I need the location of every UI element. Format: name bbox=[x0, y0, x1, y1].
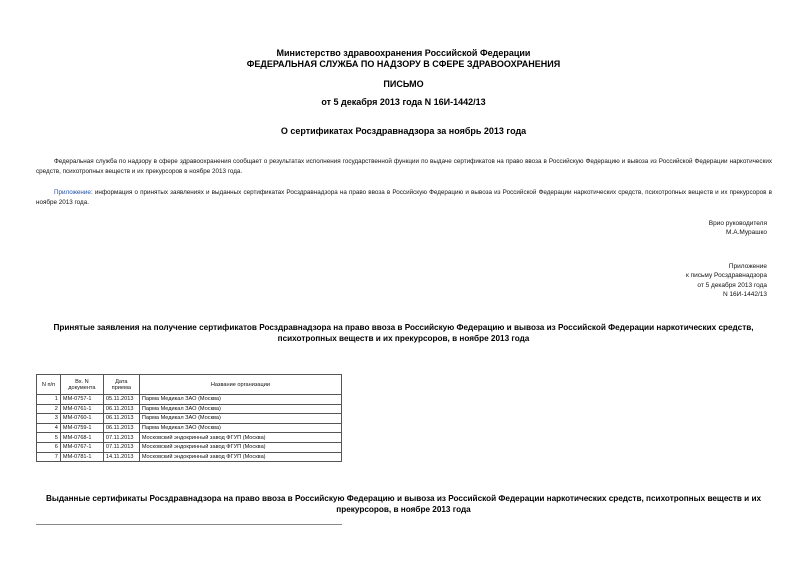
appendix-ref-line3: от 5 декабря 2013 года bbox=[697, 281, 767, 289]
cell-incoming-number: ММ-0760-1 bbox=[60, 414, 103, 424]
column-header-date: Дата приема bbox=[103, 375, 139, 395]
appendix-ref-line4: N 16И-1442/13 bbox=[722, 291, 767, 299]
cell-number: 7 bbox=[37, 452, 61, 462]
appendix-reference bbox=[467, 262, 767, 300]
cell-organization: Парма Медикал ЗАО (Москва) bbox=[139, 395, 341, 405]
table-row bbox=[37, 433, 342, 443]
cell-incoming-number: ММ-0768-1 bbox=[60, 433, 103, 443]
cell-organization: Московский эндокринный завод ФГУП (Москва) bbox=[139, 442, 341, 452]
cell-number: 4 bbox=[37, 423, 61, 433]
cell-organization: Парма Медикал ЗАО (Москва) bbox=[139, 404, 341, 414]
cell-number: 5 bbox=[37, 433, 61, 443]
cell-incoming-number: ММ-0757-1 bbox=[60, 395, 103, 405]
table-row bbox=[37, 442, 342, 452]
table-header-row bbox=[37, 375, 342, 395]
cell-date: 06.11.2013 bbox=[103, 423, 139, 433]
table-row bbox=[37, 423, 342, 433]
cell-date: 06.11.2013 bbox=[103, 404, 139, 414]
cell-incoming-number: ММ-0759-1 bbox=[60, 423, 103, 433]
cell-date: 07.11.2013 bbox=[103, 442, 139, 452]
cell-incoming-number: ММ-0767-1 bbox=[60, 442, 103, 452]
cell-number: 3 bbox=[37, 414, 61, 424]
applications-table bbox=[36, 374, 342, 462]
body-paragraph-1: Федеральная служба по надзору в сфере здравоохранения сообщает о результатах исполнения государственной функции по выдаче сертификатов на право ввоза в Российскую Федерацию и вывоза из Российской Федерации наркотических средств, психотропных веществ и их прекурсоров в ноябре 2013 года. bbox=[36, 158, 772, 175]
cell-incoming-number: ММ-0781-1 bbox=[60, 452, 103, 462]
cell-organization: Московский эндокринный завод ФГУП (Москва) bbox=[139, 433, 341, 443]
signer-name: М.А.Мурашко bbox=[725, 229, 767, 237]
signer-position: Врио руководителя bbox=[708, 220, 767, 227]
document-type: ПИСЬМО bbox=[383, 79, 424, 89]
cell-organization: Парма Медикал ЗАО (Москва) bbox=[139, 414, 341, 424]
cell-date: 06.11.2013 bbox=[103, 414, 139, 424]
table-row bbox=[37, 452, 342, 462]
appendix-link[interactable]: Приложение bbox=[54, 189, 91, 196]
appendix-ref-line2: к письму Росздравнадзора bbox=[685, 272, 767, 280]
cell-date: 07.11.2013 bbox=[103, 433, 139, 443]
cell-number: 2 bbox=[37, 404, 61, 414]
section-title-applications: Принятые заявления на получение сертификатов Росздравнадзора на право ввоза в Российскую Федерацию и вывоза из Российской Федерации наркотических средств, психотропных веществ и их прекурсоров, в ноябре 2013 года bbox=[53, 323, 754, 343]
cell-date: 14.11.2013 bbox=[103, 452, 139, 462]
appendix-ref-line1: Приложение bbox=[728, 263, 767, 270]
section-title-issued-certificates: Выданные сертификаты Росздравнадзора на право ввоза в Российскую Федерацию и вывоза из Российской Федерации наркотических средств, психотропных веществ и их прекурсоров, в ноябре 2013 года bbox=[45, 494, 762, 514]
document-date-number: от 5 декабря 2013 года N 16И-1442/13 bbox=[321, 97, 486, 107]
cell-incoming-number: ММ-0761-1 bbox=[60, 404, 103, 414]
table-row bbox=[37, 395, 342, 405]
column-header-incoming-number: Вх. N документа bbox=[60, 375, 103, 395]
column-header-organization: Название организации bbox=[139, 375, 341, 395]
body-paragraph-2 bbox=[36, 188, 772, 208]
cell-date: 05.11.2013 bbox=[103, 395, 139, 405]
divider-line bbox=[36, 524, 342, 525]
cell-number: 6 bbox=[37, 442, 61, 452]
appendix-description: : информация о принятых заявлениях и выданных сертификатах Росздравнадзора на право ввоза в Российскую Федерацию и вывоза из Российской Федерации наркотических средств, психотропных веществ и их прекурсоров в ноябре 2013 года. bbox=[36, 189, 772, 206]
table-row bbox=[37, 414, 342, 424]
cell-number: 1 bbox=[37, 395, 61, 405]
cell-organization: Московский эндокринный завод ФГУП (Москва) bbox=[139, 452, 341, 462]
cell-organization: Парма Медикал ЗАО (Москва) bbox=[139, 423, 341, 433]
column-header-number: N п/п bbox=[37, 375, 61, 395]
ministry-name: Министерство здравоохранения Российской Федерации bbox=[276, 48, 531, 58]
service-name: ФЕДЕРАЛЬНАЯ СЛУЖБА ПО НАДЗОРУ В СФЕРЕ ЗДРАВООХРАНЕНИЯ bbox=[246, 59, 561, 69]
signature-block bbox=[467, 219, 767, 238]
table-row bbox=[37, 404, 342, 414]
document-subject: О сертификатах Росздравнадзора за ноябрь 2013 года bbox=[280, 126, 527, 136]
